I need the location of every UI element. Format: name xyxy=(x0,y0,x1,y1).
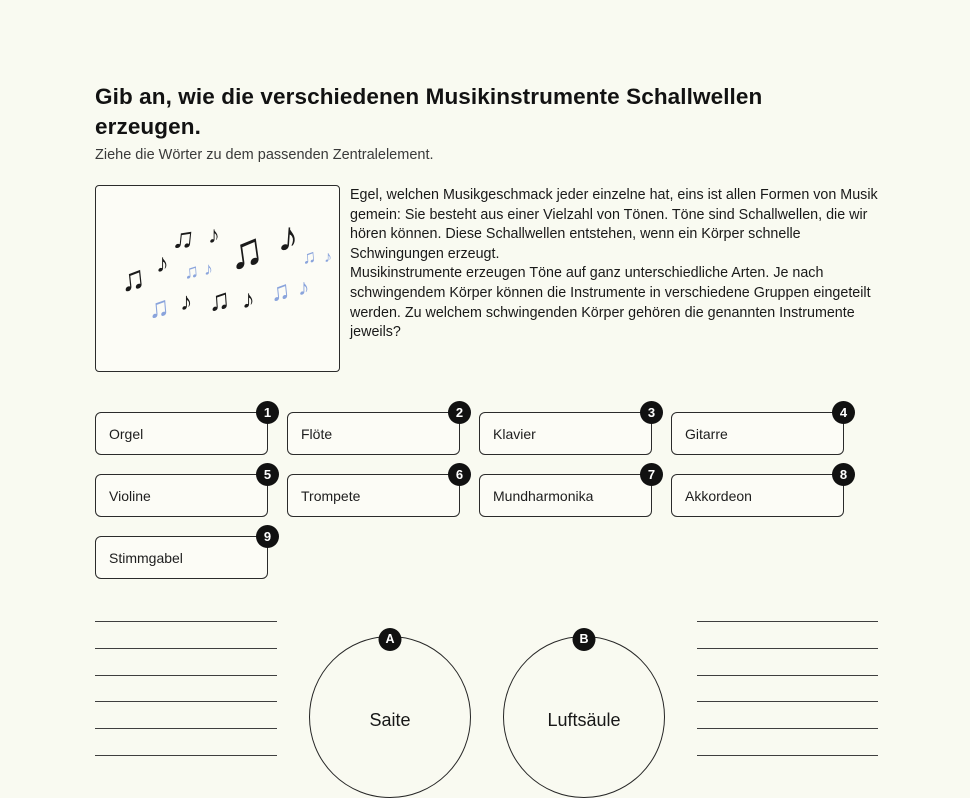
intro-text xyxy=(350,186,885,343)
word-card-number-badge: 8 xyxy=(832,463,855,486)
word-card-label: Flöte xyxy=(301,425,333,442)
music-note-icon: ♪ xyxy=(324,249,332,266)
word-card[interactable] xyxy=(671,405,848,455)
page-title: Gib an, wie die verschiedenen Musikinstrumente Schallwellen erzeugen. xyxy=(95,84,763,139)
music-note-icon: ♪ xyxy=(242,284,255,314)
writing-lines-left xyxy=(95,621,277,756)
word-card-number-badge: 3 xyxy=(640,401,663,424)
word-card-label: Akkordeon xyxy=(685,487,752,504)
word-card[interactable] xyxy=(479,405,656,455)
music-note-icon: ♪ xyxy=(204,259,213,279)
music-note-icon: ♫ xyxy=(224,222,268,281)
word-card[interactable] xyxy=(479,467,656,517)
music-note-icon: ♫ xyxy=(268,275,292,307)
drop-target-saite[interactable] xyxy=(309,632,471,798)
word-card-label: Stimmgabel xyxy=(109,549,183,566)
rule-line xyxy=(95,755,277,756)
music-note-icon: ♫ xyxy=(118,258,148,300)
word-card[interactable] xyxy=(287,467,464,517)
rule-line xyxy=(697,648,878,649)
music-note-icon: ♪ xyxy=(276,212,301,261)
word-card-label: Violine xyxy=(109,487,151,504)
rule-line xyxy=(95,728,277,729)
word-card[interactable] xyxy=(95,405,272,455)
word-card-label: Trompete xyxy=(301,487,361,504)
rule-line xyxy=(697,728,878,729)
rule-line xyxy=(697,621,878,622)
rule-line xyxy=(697,675,878,676)
word-card[interactable] xyxy=(95,529,272,579)
rule-line xyxy=(697,755,878,756)
music-note-icon: ♪ xyxy=(156,248,169,278)
music-note-icon: ♪ xyxy=(180,288,193,316)
word-card-label: Gitarre xyxy=(685,425,728,442)
word-card[interactable] xyxy=(95,467,272,517)
word-card[interactable] xyxy=(287,405,464,455)
word-card-number-badge: 9 xyxy=(256,525,279,548)
rule-line xyxy=(95,701,277,702)
word-card-number-badge: 2 xyxy=(448,401,471,424)
intro-paragraph-2: Musikinstrumente erzeugen Töne auf ganz unterschiedliche Arten. Je nach schwingendem Körper können die Instrumente in verschiedene Gruppen eingeteilt werden. Zu welchem schwingenden Körper gehören die genannten Instrumente jeweils? xyxy=(350,265,871,341)
word-card-number-badge: 6 xyxy=(448,463,471,486)
word-card-label: Orgel xyxy=(109,425,144,442)
task-instruction: Ziehe die Wörter zu dem passenden Zentralelement. xyxy=(95,147,434,163)
rule-line xyxy=(697,701,878,702)
intro-paragraph-1: Egel, welchen Musikgeschmack jeder einzelne hat, eins ist allen Formen von Musik gemein: Sie besteht aus einer Vielzahl von Tönen. Töne sind Schallwellen, die wir hören können. Diese Schallwellen entstehen, wenn ein Körper schnelle Schwingungen erzeugt. xyxy=(350,187,878,262)
word-card-number-badge: 7 xyxy=(640,463,663,486)
music-note-icon: ♪ xyxy=(298,274,310,300)
target-label: Luftsäule xyxy=(547,709,621,730)
drop-target-luftsaeule[interactable] xyxy=(503,632,665,798)
target-label: Saite xyxy=(369,709,411,730)
music-note-icon: ♫ xyxy=(170,220,197,257)
target-letter-badge: A xyxy=(379,628,402,651)
word-card[interactable] xyxy=(671,467,848,517)
music-note-icon: ♫ xyxy=(183,260,200,284)
music-note-icon: ♫ xyxy=(301,246,318,269)
target-letter-badge: B xyxy=(573,628,596,651)
word-card-number-badge: 5 xyxy=(256,463,279,486)
music-note-icon: ♪ xyxy=(208,222,220,249)
music-note-icon: ♫ xyxy=(146,291,172,325)
word-cards-grid xyxy=(95,405,850,579)
word-card-label: Klavier xyxy=(493,425,536,442)
word-card-label: Mundharmonika xyxy=(493,487,594,504)
rule-line xyxy=(95,675,277,676)
word-card-number-badge: 1 xyxy=(256,401,279,424)
writing-lines-right xyxy=(697,621,878,756)
music-note-icon: ♫ xyxy=(206,283,232,318)
word-card-number-badge: 4 xyxy=(832,401,855,424)
music-notes-illustration xyxy=(95,185,340,372)
rule-line xyxy=(95,621,277,622)
rule-line xyxy=(95,648,277,649)
